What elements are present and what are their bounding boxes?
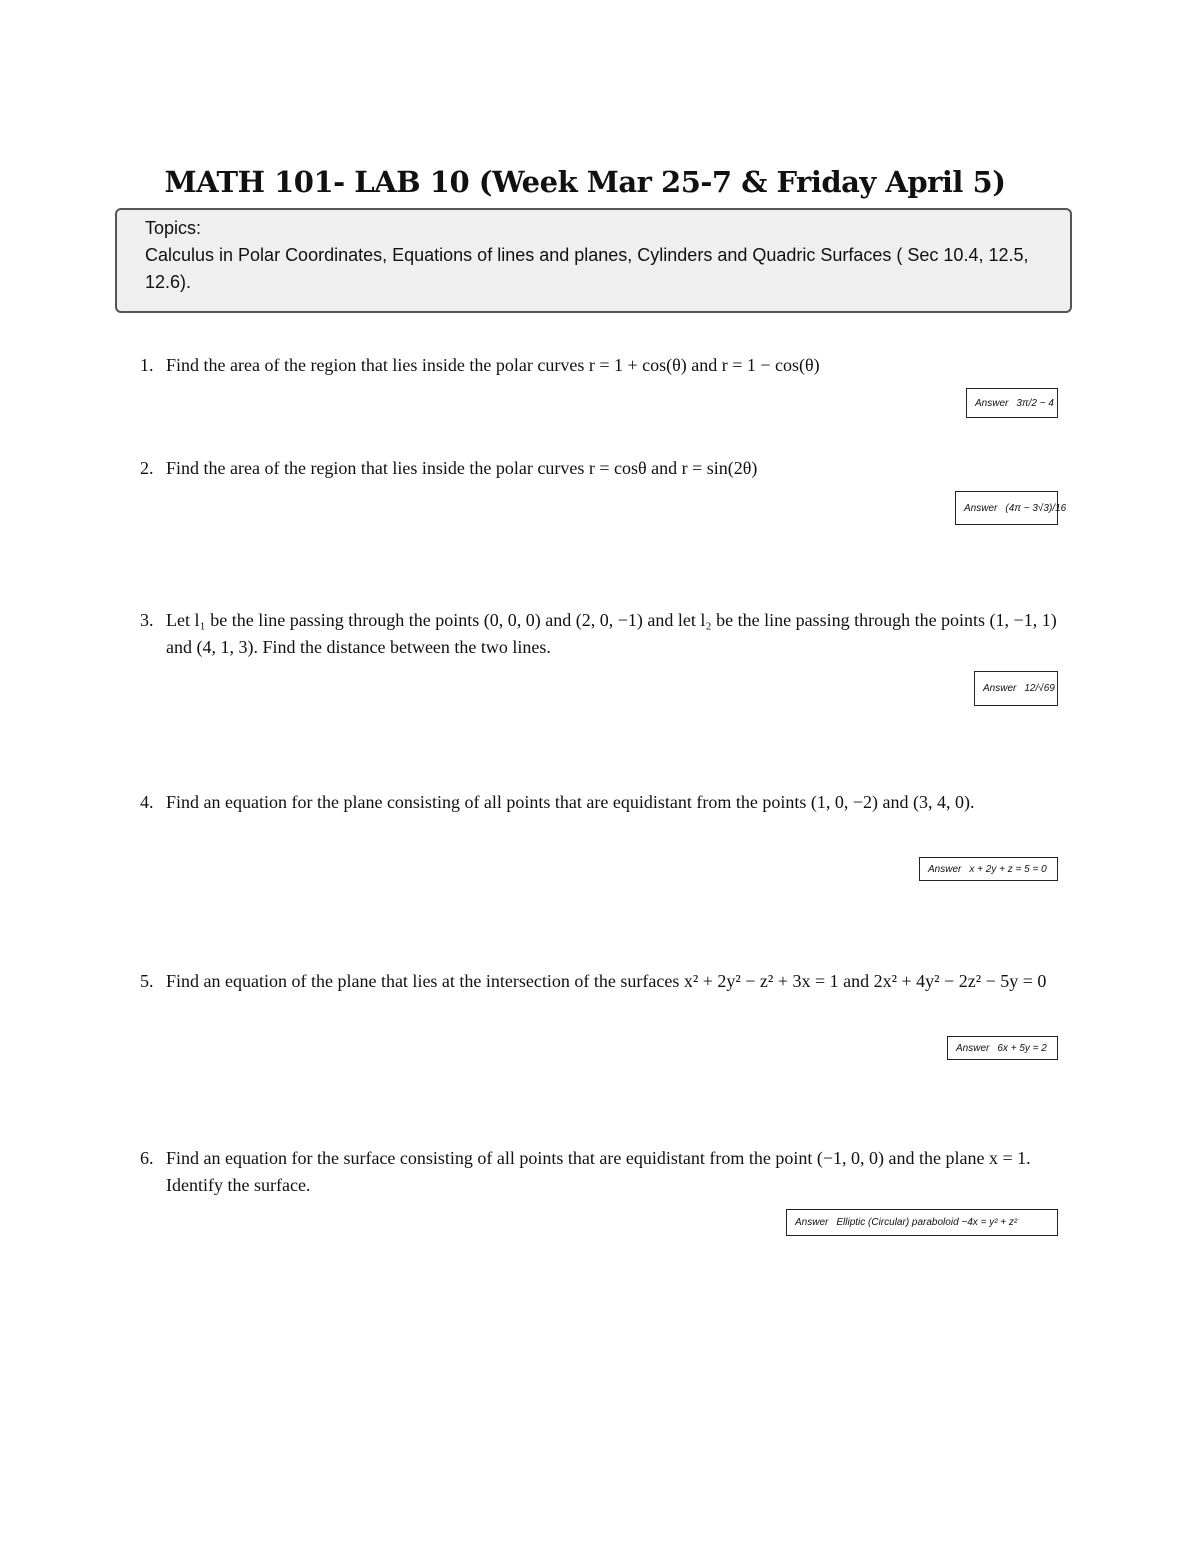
question-text: Let l₁ be the line passing through the points (0, 0, 0) and (2, 0, −1) and let l₂ be the line passing through the points (1, −1, 1) and (4, 1, 3). Find the distance between the two lines.	[166, 610, 1057, 657]
question-text: Find an equation for the surface consisting of all points that are equidistant from the point (−1, 0, 0) and the plane x = 1. Identify the surface.	[166, 1148, 1031, 1195]
answer-box-1	[966, 388, 1058, 418]
question-text: Find an equation for the plane consisting of all points that are equidistant from the points (1, 0, −2) and (3, 4, 0).	[166, 792, 975, 812]
answer-box-4	[919, 857, 1058, 881]
question-text: Find the area of the region that lies inside the polar curves r = cosθ and r = sin(2θ)	[166, 458, 758, 478]
answer-value: (4π − 3√3)/16	[1005, 502, 1067, 514]
answer-label: Answer	[956, 1042, 990, 1054]
question-number: 2.	[140, 458, 154, 478]
question-text: Find an equation of the plane that lies at the intersection of the surfaces x² + 2y² − z² + 3x = 1 and 2x² + 4y² − 2z² − 5y = 0	[166, 971, 1047, 991]
answer-box-6	[786, 1209, 1058, 1236]
answer-value: x + 2y + z = 5 = 0	[969, 863, 1047, 875]
question-number: 1.	[140, 355, 154, 375]
answer-value: 6x + 5y = 2	[997, 1042, 1047, 1054]
answer-label: Answer	[928, 863, 962, 875]
topics-body: Calculus in Polar Coordinates, Equations of lines and planes, Cylinders and Quadric Surfaces ( Sec 10.4, 12.5, 12.6).	[145, 245, 1029, 292]
question-text: Find the area of the region that lies inside the polar curves r = 1 + cos(θ) and r = 1 − cos(θ)	[166, 355, 820, 375]
answer-box-5	[947, 1036, 1058, 1060]
answer-box-3	[974, 671, 1058, 706]
answer-value: Elliptic (Circular) paraboloid −4x = y² + z²	[836, 1217, 1018, 1228]
answer-label: Answer	[964, 502, 998, 514]
answer-value: 3π/2 − 4	[1016, 397, 1054, 409]
question-number: 4.	[140, 792, 154, 812]
answer-label: Answer	[983, 683, 1017, 694]
answer-box-2	[955, 491, 1067, 525]
answer-label: Answer	[795, 1217, 829, 1228]
answer-label: Answer	[975, 397, 1009, 409]
question-number: 3.	[140, 610, 154, 630]
answer-value: 12/√69	[1024, 683, 1055, 694]
question-number: 5.	[140, 971, 154, 991]
topics-box	[115, 208, 1072, 313]
question-number: 6.	[140, 1148, 154, 1168]
page-title: MATH 101- LAB 10 (Week Mar 25-7 & Friday April 5)	[164, 165, 1006, 199]
topics-heading: Topics:	[145, 218, 202, 238]
